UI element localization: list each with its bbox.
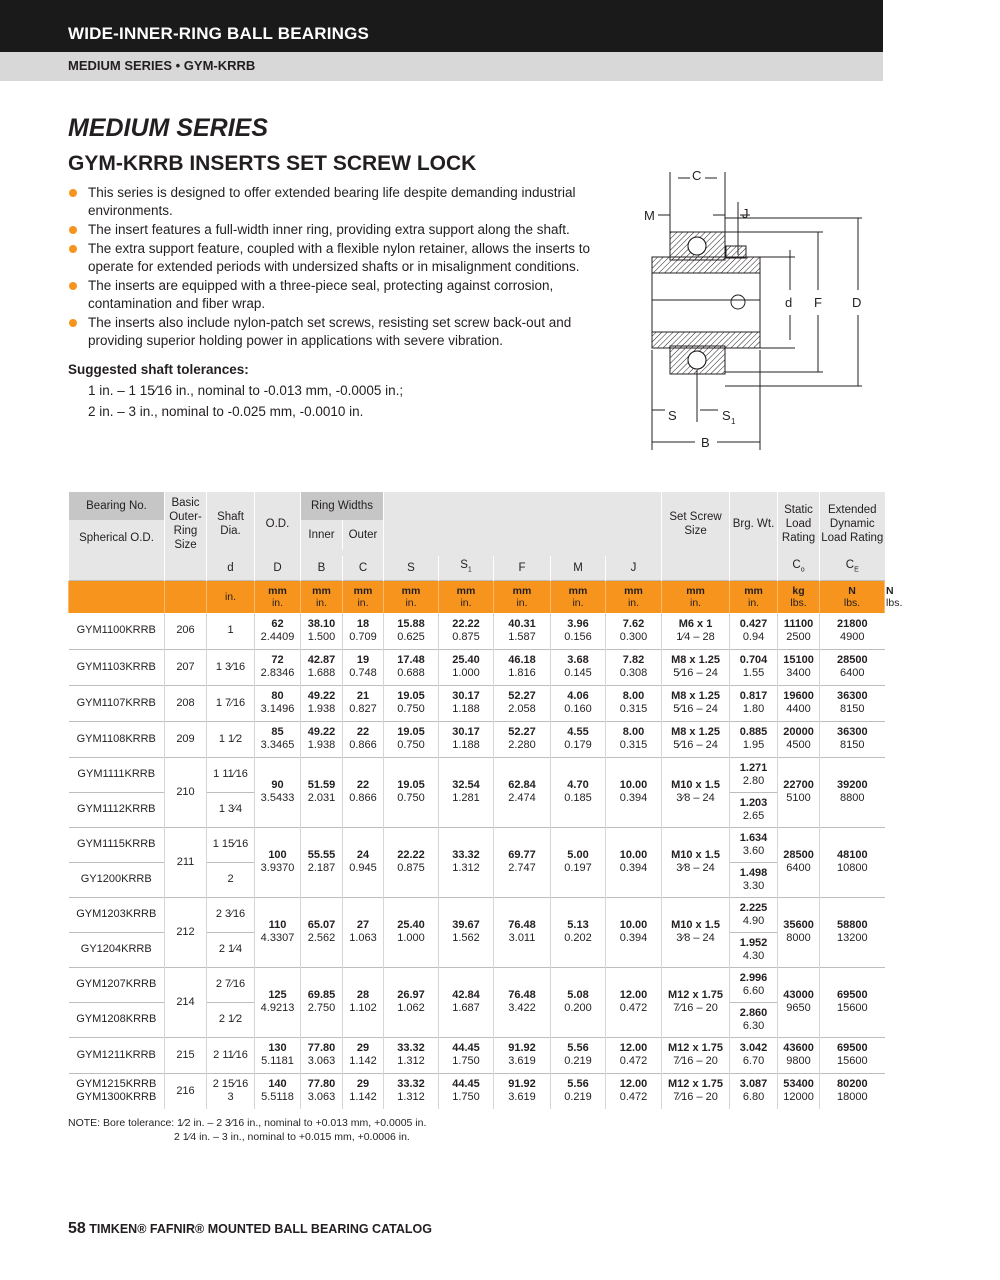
value-cell: 69500 15600 <box>820 1037 885 1073</box>
value-cell: 1 15⁄16 <box>207 827 255 862</box>
value-cell: 19.05 0.750 <box>384 685 439 721</box>
table-row <box>69 721 885 757</box>
dim-label-s: S <box>668 408 677 423</box>
table-row <box>69 1037 885 1073</box>
value-cell: 43000 9650 <box>778 967 820 1037</box>
col-set-screw: Set Screw Size <box>662 492 730 556</box>
value-cell: 130 5.1181 <box>255 1037 301 1073</box>
tolerance-heading: Suggested shaft tolerances: <box>68 362 249 377</box>
value-cell: 0.817 1.80 <box>730 685 778 721</box>
value-cell: GYM1208KRRB <box>69 1002 165 1037</box>
value-cell: 22.22 0.875 <box>439 613 494 649</box>
value-cell: M10 x 1.5 3⁄8 – 24 <box>662 827 730 897</box>
tolerance-line: 1 in. – 1 15⁄16 in., nominal to -0.013 mm, -0.0005 in.; <box>88 383 404 398</box>
value-cell: M12 x 1.75 7⁄16 – 20 <box>662 1073 730 1109</box>
value-cell: 1 1⁄2 <box>207 721 255 757</box>
value-cell: 35600 8000 <box>778 897 820 967</box>
value-cell: 80200 18000 <box>820 1073 885 1109</box>
value-cell: 1.952 4.30 <box>730 932 778 967</box>
value-cell: 55.55 2.187 <box>301 827 343 897</box>
value-cell: 12.00 0.472 <box>606 1037 662 1073</box>
sym-C: C <box>343 556 384 580</box>
bullet-dot-icon <box>69 226 77 234</box>
value-cell: 80 3.1496 <box>255 685 301 721</box>
tolerance-line: 2 in. – 3 in., nominal to -0.025 mm, -0.0010 in. <box>88 404 364 419</box>
col-static-load: Static Load Rating <box>778 492 820 556</box>
value-cell: 5.13 0.202 <box>551 897 606 967</box>
feature-list <box>68 184 628 351</box>
value-cell: 215 <box>165 1037 207 1073</box>
value-cell: 5.00 0.197 <box>551 827 606 897</box>
value-cell: 51.59 2.031 <box>301 757 343 827</box>
value-cell: 2.860 6.30 <box>730 1002 778 1037</box>
value-cell: 125 4.9213 <box>255 967 301 1037</box>
dim-label-f: F <box>814 295 822 310</box>
value-cell: 42.84 1.687 <box>439 967 494 1037</box>
value-cell: GYM1211KRRB <box>69 1037 165 1073</box>
value-cell: 69.77 2.747 <box>494 827 551 897</box>
value-cell: 1 7⁄16 <box>207 685 255 721</box>
value-cell: 32.54 1.281 <box>439 757 494 827</box>
value-cell: 44.45 1.750 <box>439 1073 494 1109</box>
value-cell: 100 3.9370 <box>255 827 301 897</box>
sym-S: S <box>384 556 439 580</box>
value-cell: 12.00 0.472 <box>606 967 662 1037</box>
value-cell: M6 x 1 1⁄4 – 28 <box>662 613 730 649</box>
value-cell: 27 1.063 <box>343 897 384 967</box>
value-cell: 3.042 6.70 <box>730 1037 778 1073</box>
value-cell: 8.00 0.315 <box>606 721 662 757</box>
value-cell: 12.00 0.472 <box>606 1073 662 1109</box>
sym-B: B <box>301 556 343 580</box>
value-cell: 46.18 1.816 <box>494 649 551 685</box>
value-cell: M10 x 1.5 3⁄8 – 24 <box>662 897 730 967</box>
value-cell: 2.996 6.60 <box>730 967 778 1002</box>
value-cell: 69.85 2.750 <box>301 967 343 1037</box>
value-cell: 1 3⁄16 <box>207 649 255 685</box>
table-row <box>69 613 885 649</box>
value-cell: 85 3.3465 <box>255 721 301 757</box>
value-cell: 2.225 4.90 <box>730 897 778 932</box>
value-cell: 22700 5100 <box>778 757 820 827</box>
sym-CE: $C_E$ <box>820 556 885 580</box>
value-cell: 44.45 1.750 <box>439 1037 494 1073</box>
value-cell: 18 0.709 <box>343 613 384 649</box>
value-cell: 20000 4500 <box>778 721 820 757</box>
value-cell: 29 1.142 <box>343 1073 384 1109</box>
value-cell: GY1204KRRB <box>69 932 165 967</box>
value-cell: 19.05 0.750 <box>384 721 439 757</box>
value-cell: 7.82 0.308 <box>606 649 662 685</box>
value-cell: 38.10 1.500 <box>301 613 343 649</box>
value-cell: 5.08 0.200 <box>551 967 606 1037</box>
feature-item: The inserts are equipped with a three-piece seal, protecting against corrosion, contamination and fiber wrap. <box>68 277 628 313</box>
value-cell: 22 0.866 <box>343 757 384 827</box>
value-cell: 91.92 3.619 <box>494 1037 551 1073</box>
value-cell: 24 0.945 <box>343 827 384 897</box>
value-cell: 2 3⁄16 <box>207 897 255 932</box>
value-cell: GYM1112KRRB <box>69 792 165 827</box>
value-cell: 214 <box>165 967 207 1037</box>
value-cell: GYM1108KRRB <box>69 721 165 757</box>
sym-F: F <box>494 556 551 580</box>
value-cell: 2 15⁄16 3 <box>207 1073 255 1109</box>
table-row <box>69 967 885 1002</box>
bearing-spec-rows <box>69 580 903 1109</box>
value-cell: GYM1215KRRB GYM1300KRRB <box>69 1073 165 1109</box>
sym-C0: $C_o$ <box>778 556 820 580</box>
value-cell: 90 3.5433 <box>255 757 301 827</box>
feature-item: The extra support feature, coupled with a flexible nylon retainer, allows the inserts to operate for extended periods with undersized shafts or in misalignment conditions. <box>68 240 628 276</box>
value-cell: 72 2.8346 <box>255 649 301 685</box>
value-cell: 10.00 0.394 <box>606 897 662 967</box>
value-cell: GYM1100KRRB <box>76 624 156 637</box>
value-cell: 2 <box>207 862 255 897</box>
value-cell: 206 <box>165 613 207 649</box>
value-cell: 4.06 0.160 <box>551 685 606 721</box>
value-cell: 15100 3400 <box>778 649 820 685</box>
value-cell: GYM1103KRRB <box>69 649 165 685</box>
value-cell: 62.84 2.474 <box>494 757 551 827</box>
value-cell: 1.203 2.65 <box>730 792 778 827</box>
value-cell: GYM1111KRRB <box>69 757 165 792</box>
value-cell: 1 3⁄4 <box>207 792 255 827</box>
col-inner: Inner <box>301 520 343 550</box>
value-cell: 2 1⁄4 <box>207 932 255 967</box>
bullet-dot-icon <box>69 189 77 197</box>
value-cell: 19600 4400 <box>778 685 820 721</box>
dim-label-s1-sub: 1 <box>731 417 736 426</box>
value-cell: 15.88 0.625 <box>384 613 439 649</box>
catalog-name: TIMKEN® FAFNIR® MOUNTED BALL BEARING CATALOG <box>89 1222 432 1236</box>
col-shaft-dia: Shaft Dia. <box>207 492 255 556</box>
value-cell: 36300 8150 <box>820 685 885 721</box>
catalog-header-bar <box>0 0 883 52</box>
col-od: O.D. <box>255 492 301 556</box>
table-row <box>69 897 885 932</box>
value-cell: 30.17 1.188 <box>439 721 494 757</box>
value-cell: 4.70 0.185 <box>551 757 606 827</box>
value-cell: 39200 8800 <box>820 757 885 827</box>
value-cell: 43600 9800 <box>778 1037 820 1073</box>
page-subtitle: GYM-KRRB INSERTS SET SCREW LOCK <box>68 152 477 175</box>
dim-label-b: B <box>701 435 710 450</box>
value-cell: 2 11⁄16 <box>207 1037 255 1073</box>
page-title: MEDIUM SERIES <box>68 114 269 142</box>
value-cell: 49.22 1.938 <box>301 721 343 757</box>
value-cell: M8 x 1.25 5⁄16 – 24 <box>662 721 730 757</box>
table-row <box>69 757 885 792</box>
value-cell: 2 1⁄2 <box>207 1002 255 1037</box>
table-row <box>69 1073 885 1109</box>
value-cell: 22 0.866 <box>343 721 384 757</box>
value-cell: 5.56 0.219 <box>551 1073 606 1109</box>
value-cell: 3.087 6.80 <box>730 1073 778 1109</box>
bullet-dot-icon <box>69 319 77 327</box>
value-cell: GYM1203KRRB <box>69 897 165 932</box>
value-cell: 208 <box>165 685 207 721</box>
bullet-dot-icon <box>69 245 77 253</box>
value-cell: M12 x 1.75 7⁄16 – 20 <box>662 967 730 1037</box>
table-row <box>69 827 885 862</box>
value-cell: 210 <box>165 757 207 827</box>
value-cell: 1.498 3.30 <box>730 862 778 897</box>
col-outer: Outer <box>343 520 384 550</box>
value-cell: 28500 6400 <box>778 827 820 897</box>
value-cell: 140 5.5118 <box>255 1073 301 1109</box>
dim-label-d-outer: D <box>852 295 862 310</box>
col-brg-wt: Brg. Wt. <box>730 492 778 556</box>
dim-label-d-bore: d <box>785 295 793 310</box>
value-cell: 7.62 0.300 <box>606 613 662 649</box>
value-cell: GYM1207KRRB <box>69 967 165 1002</box>
col-basic-outer-ring: Basic Outer-Ring Size <box>165 492 207 556</box>
value-cell: 4.55 0.179 <box>551 721 606 757</box>
dim-label-s1: S <box>722 408 731 423</box>
feature-item: The insert features a full-width inner ring, providing extra support along the shaft. <box>68 221 628 239</box>
table-row <box>69 685 885 721</box>
dim-label-j: J <box>742 206 749 221</box>
value-cell: 8.00 0.315 <box>606 685 662 721</box>
value-cell: 33.32 1.312 <box>439 827 494 897</box>
col-bearing-no: Bearing No. <box>69 492 165 520</box>
value-cell: 69500 15600 <box>820 967 885 1037</box>
dim-label-c: C <box>692 168 702 183</box>
value-cell: 1 11⁄16 <box>207 757 255 792</box>
bore-tolerance-note <box>68 1116 426 1144</box>
value-cell: 62 2.4409 <box>255 613 301 649</box>
col-spherical-od: Spherical O.D. <box>69 520 165 556</box>
catalog-subheader-bar <box>0 52 883 81</box>
value-cell: 209 <box>165 721 207 757</box>
sym-J: J <box>606 556 662 580</box>
value-cell: 39.67 1.562 <box>439 897 494 967</box>
value-cell: 10.00 0.394 <box>606 757 662 827</box>
value-cell: 0.704 1.55 <box>730 649 778 685</box>
value-cell: 30.17 1.188 <box>439 685 494 721</box>
value-cell: 3.68 0.145 <box>551 649 606 685</box>
value-cell: 33.32 1.312 <box>384 1037 439 1073</box>
value-cell: 33.32 1.312 <box>384 1073 439 1109</box>
bearing-spec-table <box>68 492 903 1109</box>
sym-D: D <box>255 556 301 580</box>
units-row: in. mm in. mm in. mm in. mm in. mm in. mm in. mm in. mm in. mm in. mm in. kg lbs. N lbs. N lbs. <box>69 580 885 613</box>
sym-S1: $S_1$ <box>439 556 494 580</box>
value-cell: 207 <box>165 649 207 685</box>
value-cell: M12 x 1.75 7⁄16 – 20 <box>662 1037 730 1073</box>
value-cell: 76.48 3.011 <box>494 897 551 967</box>
value-cell: 216 <box>165 1073 207 1109</box>
dim-label-m: M <box>644 208 655 223</box>
value-cell: 42.87 1.688 <box>301 649 343 685</box>
col-extended-dynamic-load: Extended Dynamic Load Rating <box>820 492 885 556</box>
note-line: NOTE: Bore tolerance: 1⁄2 in. – 2 3⁄16 in., nominal to +0.013 mm, +0.0005 in. <box>68 1117 427 1129</box>
value-cell: 76.48 3.422 <box>494 967 551 1037</box>
value-cell: 29 1.142 <box>343 1037 384 1073</box>
value-cell: 77.80 3.063 <box>301 1073 343 1109</box>
value-cell: 28500 6400 <box>820 649 885 685</box>
value-cell: 52.27 2.058 <box>494 685 551 721</box>
col-ring-widths: Ring Widths <box>301 492 384 520</box>
value-cell: M10 x 1.5 3⁄8 – 24 <box>662 757 730 827</box>
value-cell: 11100 2500 <box>778 613 820 649</box>
value-cell: 49.22 1.938 <box>301 685 343 721</box>
feature-item: The inserts also include nylon-patch set screws, resisting set screw back-out and providing superior holding power in applications with severe vibration. <box>68 314 628 350</box>
bearing-dimension-diagram <box>630 160 880 460</box>
value-cell: 25.40 1.000 <box>384 897 439 967</box>
value-cell: 40.31 1.587 <box>494 613 551 649</box>
value-cell: 17.48 0.688 <box>384 649 439 685</box>
value-cell: 1.634 3.60 <box>730 827 778 862</box>
value-cell: 2 7⁄16 <box>207 967 255 1002</box>
note-line: 2 1⁄4 in. – 3 in., nominal to +0.015 mm, +0.0006 in. <box>174 1131 410 1143</box>
value-cell: M8 x 1.25 5⁄16 – 24 <box>662 685 730 721</box>
sym-d: d <box>207 556 255 580</box>
value-cell: 3.96 0.156 <box>551 613 606 649</box>
value-cell: 91.92 3.619 <box>494 1073 551 1109</box>
page-number: 58 <box>68 1220 86 1237</box>
value-cell: 0.885 1.95 <box>730 721 778 757</box>
value-cell: 22.22 0.875 <box>384 827 439 897</box>
bullet-dot-icon <box>69 282 77 290</box>
sym-M: M <box>551 556 606 580</box>
value-cell: 58800 13200 <box>820 897 885 967</box>
catalog-subcategory: MEDIUM SERIES • GYM-KRRB <box>68 58 256 73</box>
value-cell: GYM1107KRRB <box>69 685 165 721</box>
value-cell: 0.427 0.94 <box>730 613 778 649</box>
value-cell: 65.07 2.562 <box>301 897 343 967</box>
unit-shaft: in. <box>207 580 255 613</box>
value-cell: M8 x 1.25 5⁄16 – 24 <box>662 649 730 685</box>
value-cell: 1 <box>207 613 255 649</box>
value-cell: 1.271 2.80 <box>730 757 778 792</box>
value-cell: 77.80 3.063 <box>301 1037 343 1073</box>
value-cell: 19.05 0.750 <box>384 757 439 827</box>
value-cell: 19 0.748 <box>343 649 384 685</box>
value-cell: 5.56 0.219 <box>551 1037 606 1073</box>
value-cell: 36300 8150 <box>820 721 885 757</box>
value-cell: 10.00 0.394 <box>606 827 662 897</box>
value-cell: 26.97 1.062 <box>384 967 439 1037</box>
value-cell: 211 <box>165 827 207 897</box>
value-cell: 21 0.827 <box>343 685 384 721</box>
value-cell: 212 <box>165 897 207 967</box>
feature-item: This series is designed to offer extended bearing life despite demanding industrial environments. <box>68 184 628 220</box>
value-cell: 21800 4900 <box>820 613 885 649</box>
value-cell: 48100 10800 <box>820 827 885 897</box>
page-footer <box>68 1220 432 1238</box>
catalog-category: WIDE-INNER-RING BALL BEARINGS <box>68 24 370 43</box>
value-cell: 52.27 2.280 <box>494 721 551 757</box>
value-cell: GYM1115KRRB <box>69 827 165 862</box>
value-cell: 28 1.102 <box>343 967 384 1037</box>
value-cell: 110 4.3307 <box>255 897 301 967</box>
value-cell: 53400 12000 <box>778 1073 820 1109</box>
value-cell: GY1200KRRB <box>69 862 165 897</box>
table-row <box>69 649 885 685</box>
value-cell: 25.40 1.000 <box>439 649 494 685</box>
